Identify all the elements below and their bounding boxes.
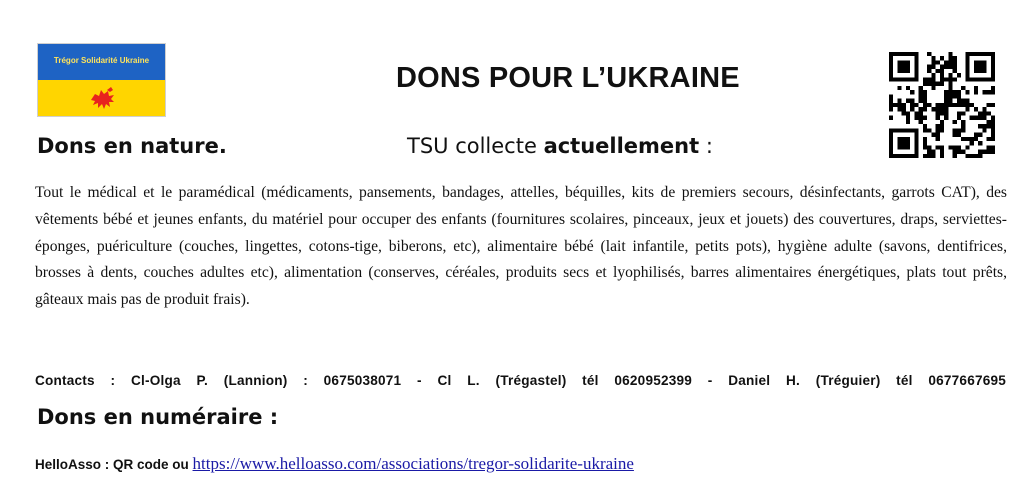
helloasso-line xyxy=(35,454,634,474)
heading-dons-nature: Dons en nature. xyxy=(37,134,227,158)
donation-list-paragraph: Tout le médical et le paramédical (médicaments, pansements, bandages, attelles, béquilles, kits de premiers secours, désinfectants, garrots CAT), des vêtements bébé et jeunes enfants, du matériel pour occuper des enfants (fournitures scolaires, pinceaux, jeux et jouets) des couvertures, draps, serviettes- éponges, puériculture (couches, lingettes, cotons-tige, biberons, etc), alimentaire bébé (lait infantile, petits pots), hygiène adulte (savons, dentifrices, brosses à dents, couches adultes etc), alimentation (conserves, céréales, produits secs et lyophilisés, barres alimentaires énergétiques, plats tout prêts, gâteaux mais pas de produit frais). xyxy=(35,184,1007,309)
tsu-prefix: TSU collecte xyxy=(407,134,544,158)
tsu-logo xyxy=(37,43,166,117)
tsu-collect-line xyxy=(407,134,713,158)
tsu-bold: actuellement xyxy=(543,134,700,158)
heading-dons-numeraire: Dons en numéraire : xyxy=(37,405,279,429)
logo-text: Trégor Solidarité Ukraine xyxy=(53,56,150,65)
dragon-icon xyxy=(87,84,117,112)
contacts-line: Contacts : Cl-Olga P. (Lannion) : 0675038071 - Cl L. (Trégastel) tél 0620952399 - Daniel H. (Tréguier) tél 0677667695 xyxy=(35,373,1006,388)
helloasso-link[interactable]: https://www.helloasso.com/associations/tregor-solidarite-ukraine xyxy=(192,454,634,473)
tsu-suffix: : xyxy=(699,134,713,158)
qr-code-icon[interactable] xyxy=(889,52,995,158)
helloasso-label: HelloAsso : QR code ou xyxy=(35,457,193,472)
page-title: DONS POUR L’UKRAINE xyxy=(396,62,740,94)
